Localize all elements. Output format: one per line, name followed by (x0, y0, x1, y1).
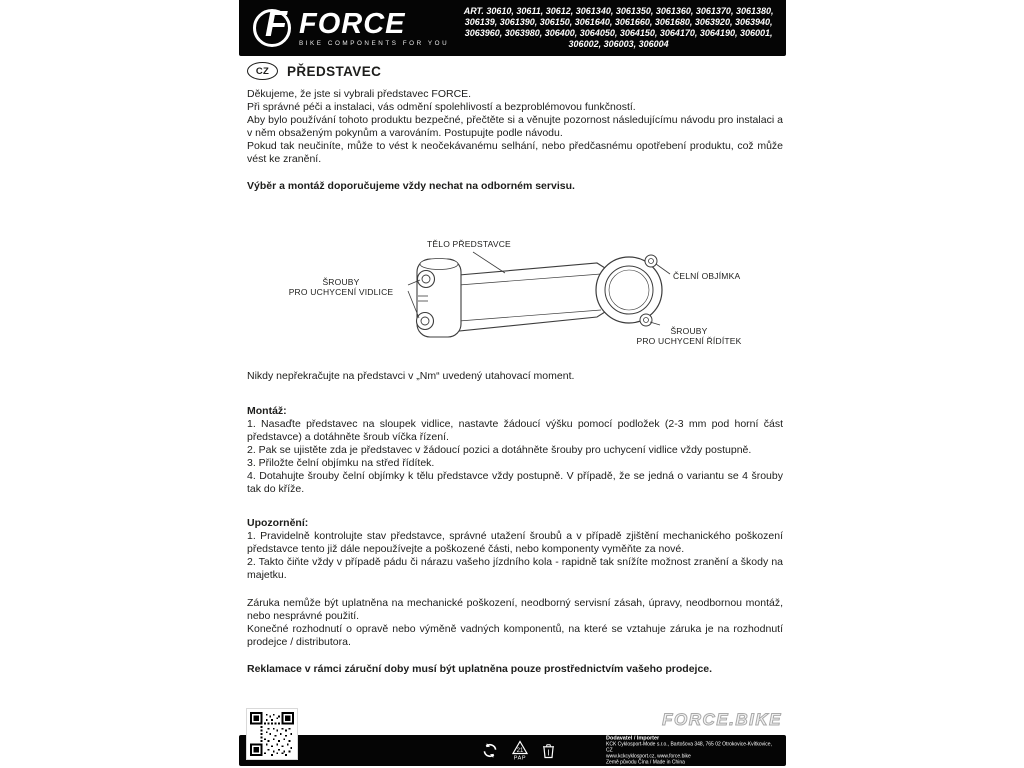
page-title: PŘEDSTAVEC (287, 63, 382, 79)
warranty-paragraph: Záruka nemůže být uplatněna na mechanické poškození, neodborný servisní zásah, úpravy, neodbornou montáž, nebo nesprávné použití. (247, 597, 783, 622)
article-numbers (459, 6, 778, 50)
warning-heading: Upozornění: (247, 517, 309, 529)
importer-info (606, 735, 778, 766)
brand-tagline: BIKE COMPONENTS FOR YOU (299, 39, 450, 47)
intro-paragraph: Aby bylo používání tohoto produktu bezpečné, přečtěte si a věnujte pozornost následujícímu návodu pro instalaci a v něm obsaženým pokynům a varováním. Postupujte podle návodu. (247, 114, 783, 139)
article-numbers-line: 3063960, 3063980, 306400, 3064050, 3064150, 3064170, 3064190, 306001, (464, 28, 773, 38)
article-numbers-line: 306002, 306003, 306004 (568, 39, 669, 49)
diagram-label-handlebar-bolts: ŠROUBY PRO UCHYCENÍ ŘÍDÍTEK (636, 326, 742, 346)
diagram-label-front-clamp: ČELNÍ OBJÍMKA (673, 271, 741, 281)
instruction-sheet (239, 0, 786, 768)
footer-bar (239, 735, 786, 766)
trash-bin-icon (542, 743, 555, 758)
importer-web: www.kckcyklosport.cz, www.force.bike (606, 753, 691, 760)
intro-paragraph: Pokud tak neučiníte, může to vést k neočekávanému selhání, nebo předčasnému opotřebení produktu, což může vést ke zranění. (247, 140, 783, 165)
warranty-section (247, 597, 783, 649)
svg-text:21: 21 (516, 747, 524, 754)
force-logo (253, 3, 450, 47)
force-f-icon (253, 3, 291, 47)
header-bar (239, 0, 786, 56)
article-numbers-line: ART. 30610, 30611, 30612, 3061340, 3061350, 3061360, 3061370, 3061380, (463, 6, 774, 16)
recycle-arrows-icon (482, 743, 498, 759)
diagram-label-stem-body: TĚLO PŘEDSTAVCE (427, 239, 511, 249)
title-row (247, 62, 381, 80)
stem-diagram (277, 233, 749, 361)
intro-section (247, 88, 783, 166)
eco-icons (482, 735, 555, 766)
force-f-letter: F (265, 3, 287, 44)
diagram-label-fork-bolts: ŠROUBY PRO UCHYCENÍ VIDLICE (288, 277, 394, 297)
cz-language-badge: CZ (247, 62, 278, 80)
service-recommendation: Výběr a montáž doporučujeme vždy nechat na odborném servisu. (247, 180, 575, 192)
assembly-heading: Montáž: (247, 405, 287, 417)
assembly-step: 1. Nasaďte představec na sloupek vidlice, nastavte žádoucí výšku pomocí podložek (2-3 mm pod horní část představce) a dotáhněte šroub víčka řízení. (247, 418, 783, 443)
warranty-paragraph: Konečné rozhodnutí o opravě nebo výměně vadných komponentů, na které se vztahuje záruka je na rozhodnutí prodejce / distributora. (247, 623, 783, 648)
force-bike-watermark: FORCE.BIKE (662, 710, 782, 729)
importer-address: KCK Cyklosport-Mode s.r.o., Bartošova 348, 765 02 Otrokovice-Kvítkovice, CZ (606, 741, 772, 754)
article-numbers-line: 306139, 3061390, 306150, 3061640, 3061660, 3061680, 3063920, 3063940, (464, 17, 773, 27)
recycle-pap-icon (512, 740, 528, 761)
importer-origin: Země původu Čína / Made in China (606, 759, 685, 766)
assembly-step: 3. Přiložte čelní objímku na střed řídítek. (247, 457, 435, 469)
importer-title: Dodavatel / Importer (606, 734, 660, 741)
torque-warning: Nikdy nepřekračujte na představci v „Nm“ uvedený utahovací moment. (247, 370, 575, 382)
force-logo-text (299, 7, 450, 47)
pap-label: PAP (513, 755, 527, 761)
claim-note: Reklamace v rámci záruční doby musí být uplatněna pouze prostřednictvím vašeho prodejce. (247, 663, 713, 675)
assembly-section (247, 405, 783, 496)
assembly-step: 4. Dotahujte šrouby čelní objímky k tělu představce vždy postupně. V případě, že se jedná o variantu se 4 šrouby tak do kříže. (247, 470, 783, 495)
warning-item: 2. Takto čiňte vždy v případě pádu či nárazu vašeho jízdního kola - rapidně tak snížíte možnost zranění a škody na majetku. (247, 556, 783, 581)
warning-item: 1. Pravidelně kontrolujte stav představce, správné utažení šroubů a v případě zjištění mechanického poškození představce tento již dále nepoužívejte a poškozené části, nebo komponenty vyměňte za nové. (247, 530, 783, 555)
assembly-step: 2. Pak se ujistěte zda je představec v žádoucí pozici a dotáhněte šrouby pro uchycení vidlice vždy postupně. (247, 444, 752, 456)
warning-section (247, 517, 783, 582)
intro-paragraph: Děkujeme, že jste si vybrali představec FORCE. (247, 88, 472, 100)
brand-name: FORCE (299, 7, 406, 40)
qr-code (246, 708, 298, 760)
intro-paragraph: Při správné péči a instalaci, vás odmění spolehlivostí a bezproblémovou funkčností. (247, 101, 636, 113)
